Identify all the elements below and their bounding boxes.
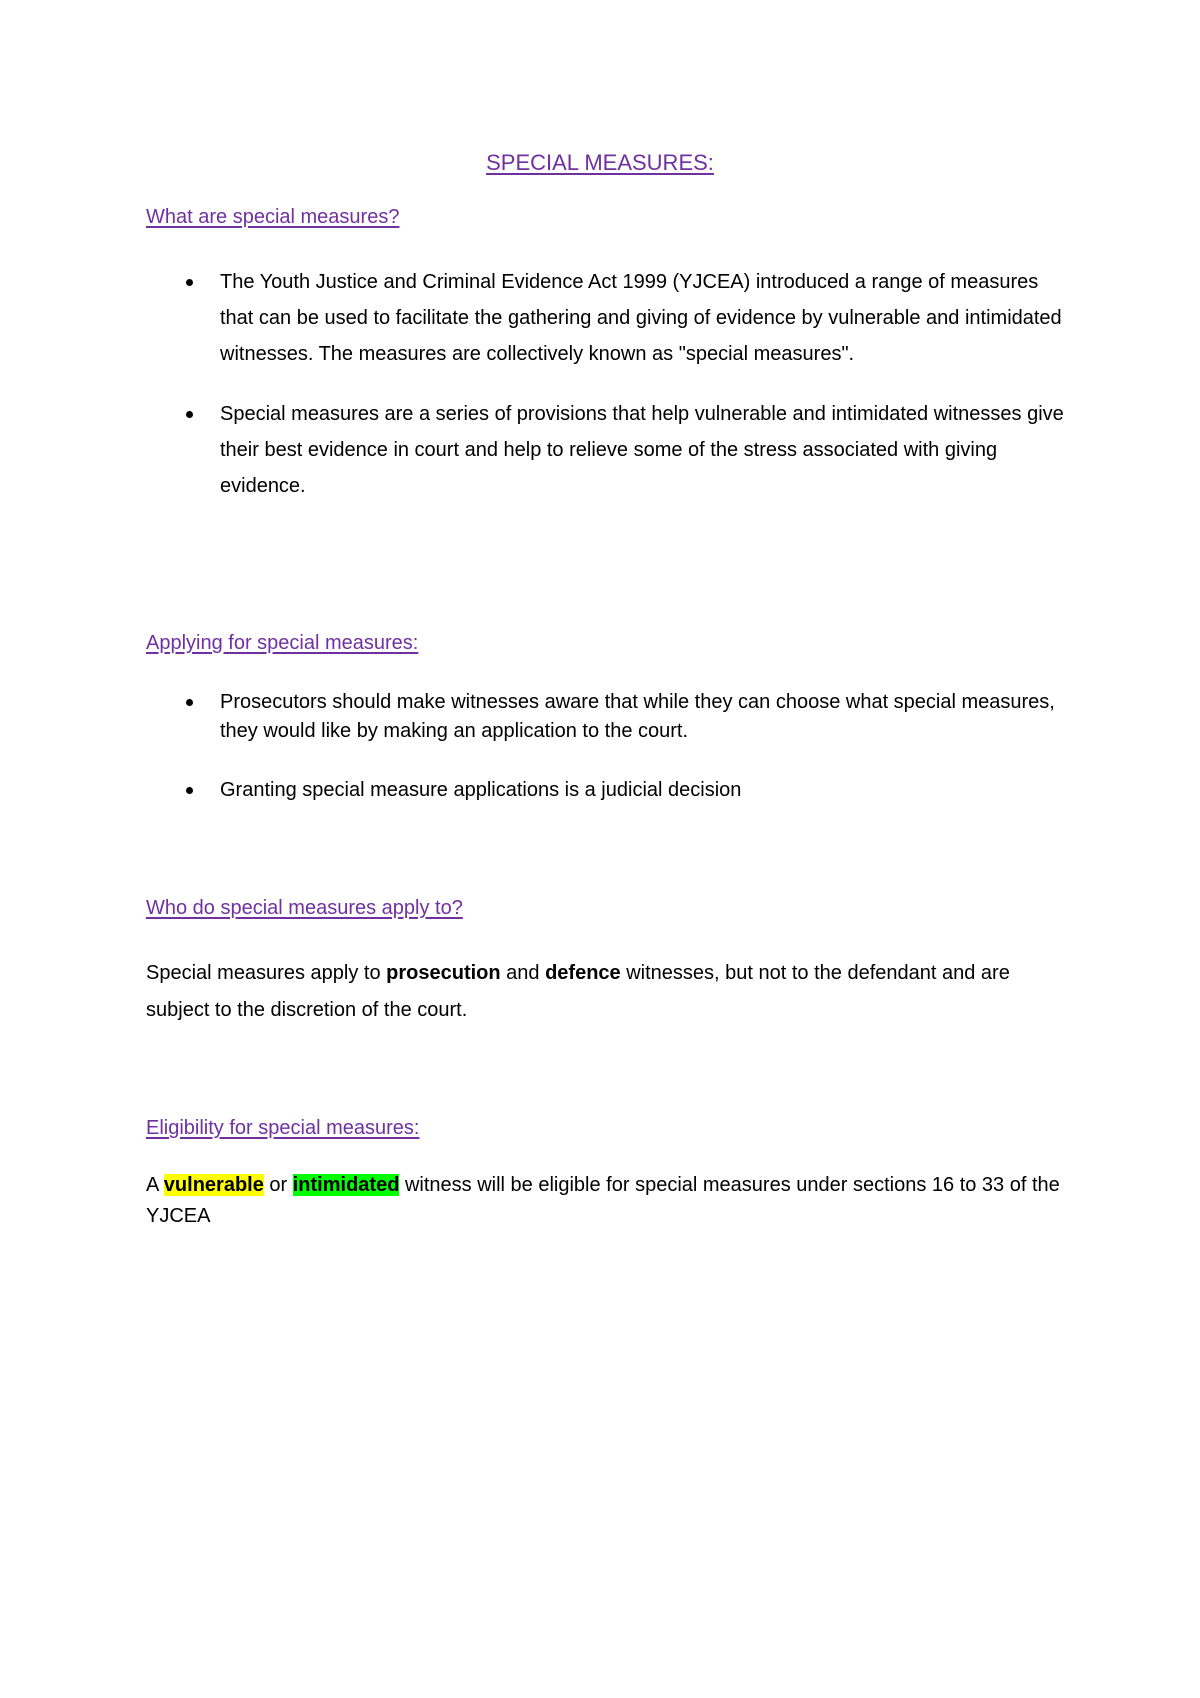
paragraph-who-apply xyxy=(146,955,1076,1029)
text-run: and xyxy=(500,962,546,984)
list-item-text: Granting special measure applications is a judicial decision xyxy=(220,779,742,801)
bullet-list-applying xyxy=(146,688,1066,805)
list-item-text: The Youth Justice and Criminal Evidence Act 1999 (YJCEA) introduced a range of measures that can be used to facilitate the gathering and giving of evidence by vulnerable and intimidated witnesses. The measures are collectively known as "special measures". xyxy=(220,271,1062,365)
bullet-icon xyxy=(186,411,193,418)
bullet-list-what-are xyxy=(146,264,1066,504)
section-heading-who-apply: Who do special measures apply to? xyxy=(146,897,463,919)
bold-prosecution: prosecution xyxy=(386,962,501,984)
list-item xyxy=(146,688,1066,746)
document-title: SPECIAL MEASURES: xyxy=(486,150,714,175)
bullet-icon xyxy=(186,699,193,706)
text-run: A xyxy=(146,1174,164,1196)
highlight-vulnerable: vulnerable xyxy=(163,1174,264,1196)
list-item xyxy=(146,264,1066,372)
bold-defence: defence xyxy=(545,962,621,984)
bullet-icon xyxy=(186,787,193,794)
text-run: witnesses, but not to the defendant and are subject to the discretion of the court. xyxy=(146,962,1010,1021)
list-item xyxy=(146,396,1066,504)
highlight-intimidated: intimidated xyxy=(292,1174,400,1196)
list-item-text: Prosecutors should make witnesses aware that while they can choose what special measures, they would like by making an application to the court. xyxy=(220,691,1055,742)
text-run: Special measures apply to xyxy=(146,962,387,984)
text-run: or xyxy=(263,1174,293,1196)
bullet-icon xyxy=(186,279,193,286)
list-item xyxy=(146,776,1066,805)
section-heading-applying: Applying for special measures: xyxy=(146,632,419,654)
text-run: witness will be eligible for special measures under sections 16 to 33 of the YJCEA xyxy=(146,1174,1060,1227)
paragraph-eligibility xyxy=(146,1170,1076,1232)
section-heading-eligibility: Eligibility for special measures: xyxy=(146,1117,420,1139)
section-heading-what-are-special-measures: What are special measures? xyxy=(146,206,400,228)
list-item-text: Special measures are a series of provisions that help vulnerable and intimidated witnesses give their best evidence in court and help to relieve some of the stress associated with giving evidence. xyxy=(220,403,1064,497)
